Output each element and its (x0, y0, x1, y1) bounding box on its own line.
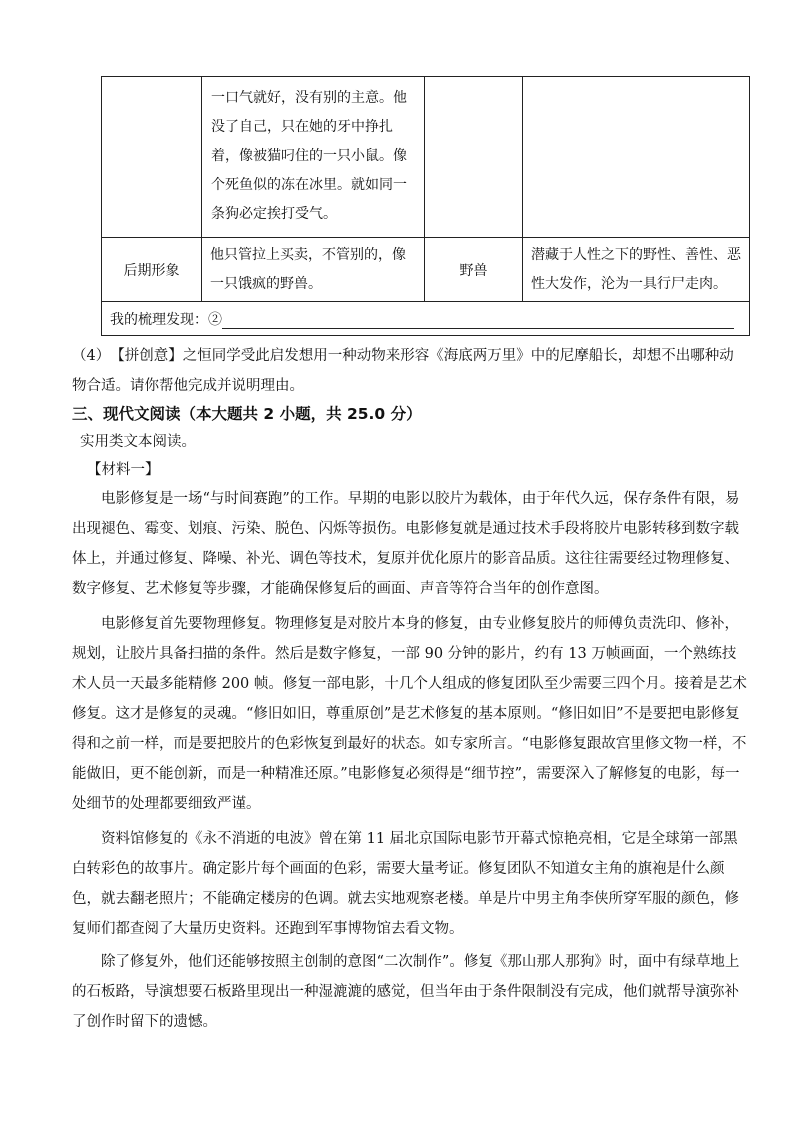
table-row-early (102, 77, 750, 238)
table-row-finding (102, 302, 750, 336)
table-row-late (102, 238, 750, 302)
section-heading: 三、现代文阅读（本大题共 2 小题，共 25.0 分） (72, 405, 422, 423)
finding-cell (102, 302, 750, 336)
stage-cell-empty (102, 77, 202, 238)
material-label: 【材料一】 (87, 462, 160, 478)
paragraph-4: 除了修复外，他们还能够按照主创制的意图“二次制作”。修复《那山那人那狗》时，面中有绿草地上的石板路，导演想要石板路里现出一种湿漉漉的感觉，但当年由于条件限制没有完成，他们就帮导演弥补了创作时留下的遗憾。 (72, 954, 740, 1030)
meaning-cell-empty (523, 77, 750, 238)
paragraph-3: 资料馆修复的《永不消逝的电波》曾在第 11 届北京国际电影节开幕式惊艳亮相，它是全球第一部黑白转彩色的故事片。确定影片每个画面的色彩，需要大量考证。修复团队不知道女主角的旗袍是什么颜色，就去翻老照片；不能确定楼房的色调。就去实地观察老楼。单是片中男主角李侠所穿军服的颜色，修复师们都查阅了大量历史资料。还跑到军事博物馆去看文物。 (72, 831, 739, 937)
description-text-early: 一口气就好，没有别的主意。他没了自己，只在她的牙中挣扎着，像被猫叼住的一只小鼠。像个死鱼似的冻在冰里。就如同一条狗必定挨打受气。 (211, 89, 407, 222)
animal-cell-empty (425, 77, 523, 238)
question-4: （4） 【拼创意】之恒同学受此启发想用一种动物来形容《海底两万里》中的尼摩船长，却想不出哪种动物合适。请你帮他完成并说明理由。 (72, 348, 734, 394)
meaning-cell-late (523, 238, 750, 302)
description-cell-late (202, 238, 425, 302)
animal-cell-late (425, 238, 523, 302)
animal-label: 野兽 (459, 262, 488, 279)
paragraph-1: 电影修复是一场“与时间赛跑”的工作。早期的电影以胶片为载体，由于年代久远，保存条件有限，易出现褪色、霉变、划痕、污染、脱色、闪烁等损伤。电影修复就是通过技术手段将胶片电影转移到数字载体上，并通过修复、降噪、补光、调色等技术，复原并优化原片的影音品质。这往往需要经过物理修复、数字修复、艺术修复等步骤，才能确保修复后的画面、声音等符合当年的创作意图。 (72, 491, 740, 597)
stage-cell-late (102, 238, 202, 302)
finding-label: 我的梳理发现：② (110, 311, 222, 328)
section-subheading: 实用类文本阅读。 (80, 434, 196, 450)
description-text-late: 他只管拉上买卖，不管别的，像一只饿疯的野兽。 (210, 246, 406, 292)
meaning-text-late: 潜藏于人性之下的野性、善性、恶性大发作，沦为一具行尸走肉。 (531, 246, 741, 292)
finding-answer-line[interactable] (222, 312, 734, 329)
description-cell-early (202, 77, 425, 238)
paragraph-2: 电影修复首先要物理修复。物理修复是对胶片本身的修复，由专业修复胶片的师傅负责洗印、修补，规划，让胶片具备扫描的条件。然后是数字修复，一部 90 分钟的影片，约有 13 万帧画面，一个熟练技术人员一天最多能精修 200 帧。修复一部电影，十几个人组成的修复团队至少需要三四个月。接着是艺术修复。这才是修复的灵魂。“修旧如旧，尊重原创”是艺术修复的基本原则。“修旧如旧”不是要把电影修复得和之前一样，而是要把胶片的色彩恢复到最好的状态。如专家所言。“电影修复跟故宫里修文物一样，不能做旧，更不能创新，而是一种精准还原。”电影修复必须得是“细节控”，需要深入了解修复的电影，每一处细节的处理都要细致严谨。 (72, 616, 747, 812)
character-analysis-table (101, 76, 750, 336)
stage-label: 后期形象 (123, 262, 180, 279)
